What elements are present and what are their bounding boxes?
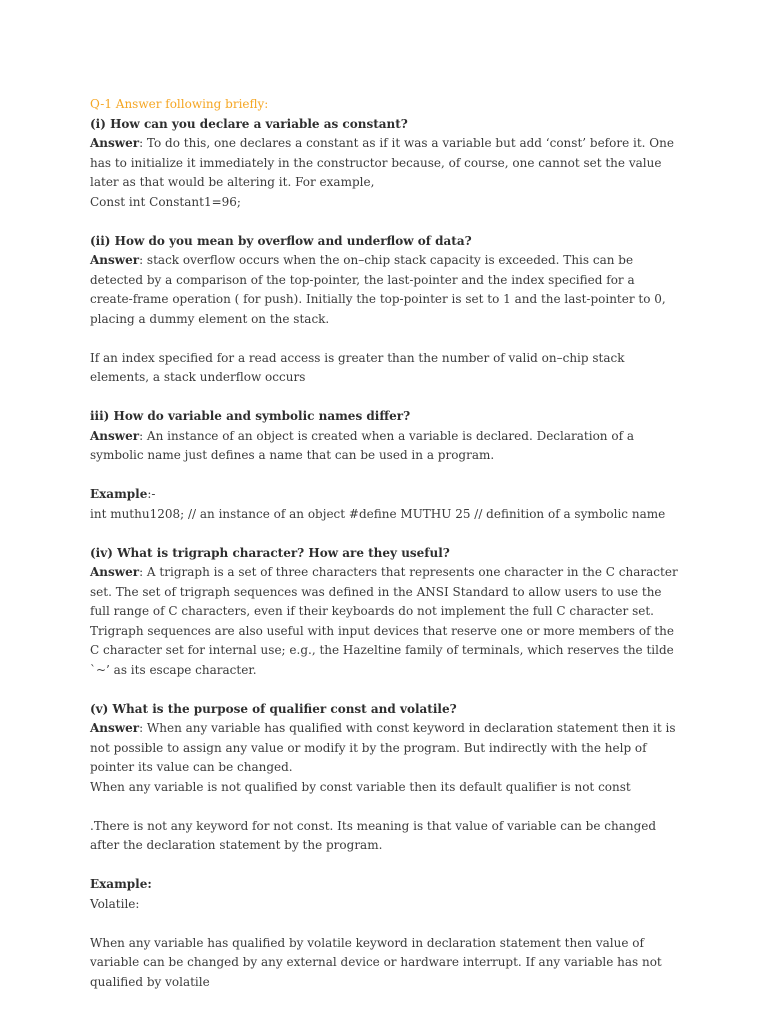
volatile-label: Volatile: [90,896,140,911]
answer-2-paragraph: If an index specified for a read access is greater than the number of valid on–chip stack elements, a stack underflow occurs [90,350,625,384]
answer-4 [90,563,680,680]
example-3-code: int muthu1208; // an instance of an object #define MUTHU 25 // definition of a symbolic name [90,506,666,521]
answer-5-text: : When any variable has qualified with const keyword in declaration statement then it is not possible to assign any value or modify it by the program. But indirectly with the help of pointer its value can be changed. [90,721,676,774]
answer-1-text: : To do this, one declares a constant as if it was a variable but add ‘const’ before it. One has to initialize it immediately in the constructor because, of course, one cannot set the value later as that would be altering it. For example, [90,136,674,189]
document-page [90,95,680,992]
question-4: (iv) What is trigraph character? How are they useful? [90,545,450,560]
volatile-paragraph: When any variable has qualified by volatile keyword in declaration statement then value of variable can be changed by any external device or hardware interrupt. If any variable has not qualified by volatile [90,935,662,989]
answer-3-text: : An instance of an object is created when a variable is declared. Declaration of a symbolic name just defines a name that can be used in a program. [90,428,634,462]
answer-5 [90,719,680,778]
answer-4-text: : A trigraph is a set of three characters that represents one character in the C character set. The set of trigraph sequences was defined in the ANSI Standard to allow users to use the full range of C characters, even if their keyboards do not implement the full C character set. Trigraph sequences are also useful with input devices that reserve one or more members of the C character set for internal use; e.g., the Hazeltine family of terminals, which reserves the tilde `~’ as its escape character. [90,565,678,677]
answer-label: Answer [90,136,140,150]
answer-label: Answer [90,428,140,443]
example-3 [90,485,680,505]
answer-label: Answer [90,253,140,267]
answer-2 [90,251,680,329]
answer-5-line2: When any variable is not qualified by const variable then its default qualifier is not const [90,779,631,794]
example-suffix: :- [147,487,156,501]
example-5-heading: Example: [90,877,152,891]
question-3: iii) How do variable and symbolic names differ? [90,409,411,423]
answer-3 [90,427,680,466]
example-label: Example [90,487,148,501]
answer-label: Answer [90,721,140,735]
question-1: (i) How can you declare a variable as constant? [90,116,408,131]
question-2: (ii) How do you mean by overflow and underflow of data? [90,233,472,248]
answer-1 [90,134,680,193]
answer-2-text: : stack overflow occurs when the on–chip stack capacity is exceeded. This can be detected by a comparison of the top-pointer, the last-pointer and the index specified for a create-frame operation ( for push). Initially the top-pointer is set to 1 and the last-pointer to 0, placing a dummy element on the stack. [90,253,666,326]
answer-label: Answer [90,565,140,579]
code-line-1: Const int Constant1=96; [90,194,241,209]
question-5: (v) What is the purpose of qualifier const and volatile? [90,701,457,716]
section-heading: Q-1 Answer following briefly: [90,97,269,111]
answer-5-paragraph: .There is not any keyword for not const. Its meaning is that value of variable can be changed after the declaration statement by the program. [90,818,657,852]
